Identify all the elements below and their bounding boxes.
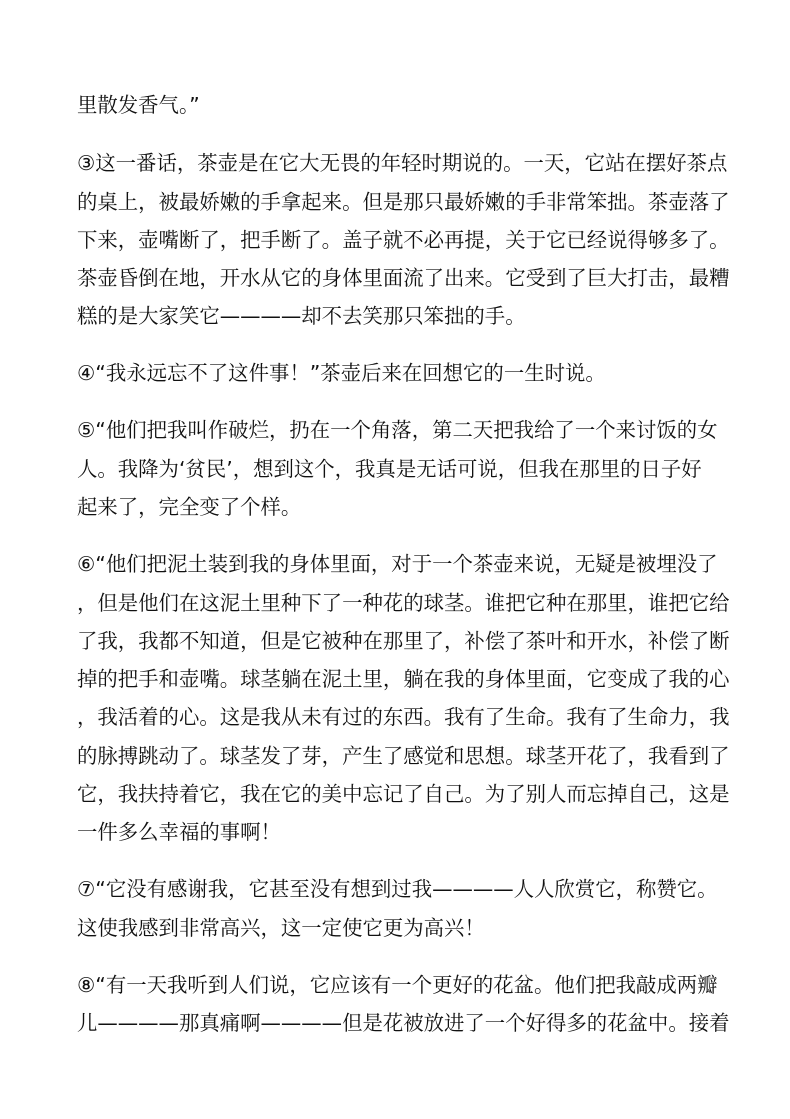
- text-line: ⑥“他们把泥土装到我的身体里面，对于一个茶壶来说，无疑是被埋没了: [77, 552, 718, 576]
- text-line: 这使我感到非常高兴，这一定使它更为高兴！: [77, 916, 485, 940]
- text-line: ④“我永远忘不了这件事！”茶壶后来在回想它的一生时说。: [77, 361, 606, 385]
- text-line: 人。我降为‘贫民’，想到这个，我真是无话可说，但我在那里的日子好: [77, 457, 702, 481]
- text-line: 的桌上，被最娇嫩的手拿起来。但是那只最娇嫩的手非常笨拙。茶壶落了: [77, 190, 730, 214]
- text-line: ，我活着的心。这是我从未有过的东西。我有了生命。我有了生命力，我: [77, 705, 730, 729]
- text-line: 了我，我都不知道，但是它被种在那里了，补偿了茶叶和开水，补偿了断: [77, 629, 730, 653]
- text-line: ，但是他们在这泥土里种下了一种花的球茎。谁把它种在那里，谁把它给: [77, 591, 730, 615]
- text-line: 儿————那真痛啊————但是花被放进了一个好得多的花盆中。接着: [77, 1011, 730, 1035]
- text-line: ③这一番话，茶壶是在它大无畏的年轻时期说的。一天，它站在摆好茶点: [77, 151, 728, 175]
- text-line: 糕的是大家笑它————却不去笑那只笨拙的手。: [77, 304, 526, 328]
- text-line: ⑤“他们把我叫作破烂，扔在一个角落，第二天把我给了一个来讨饭的女: [77, 418, 718, 442]
- text-line: 茶壶昏倒在地，开水从它的身体里面流了出来。它受到了巨大打击，最糟: [77, 266, 730, 290]
- text-line: 的脉搏跳动了。球茎发了芽，产生了感觉和思想。球茎开花了，我看到了: [77, 744, 730, 768]
- text-line: 它，我扶持着它，我在它的美中忘记了自己。为了别人而忘掉自己，这是: [77, 782, 730, 806]
- text-line: ⑧“有一天我听到人们说，它应该有一个更好的花盆。他们把我敲成两瓣: [77, 973, 718, 997]
- text-line: 里散发香气。”: [77, 93, 200, 117]
- text-line: 掉的把手和壶嘴。球茎躺在泥土里，躺在我的身体里面，它变成了我的心: [77, 667, 730, 691]
- text-line: 起来了，完全变了个样。: [77, 495, 302, 519]
- text-line: ⑦“它没有感谢我，它甚至没有想到过我————人人欣赏它，称赞它。: [77, 877, 718, 901]
- text-line: 一件多么幸福的事啊！: [77, 820, 281, 844]
- text-line: 下来，壶嘴断了，把手断了。盖子就不必再提，关于它已经说得够多了。: [77, 228, 730, 252]
